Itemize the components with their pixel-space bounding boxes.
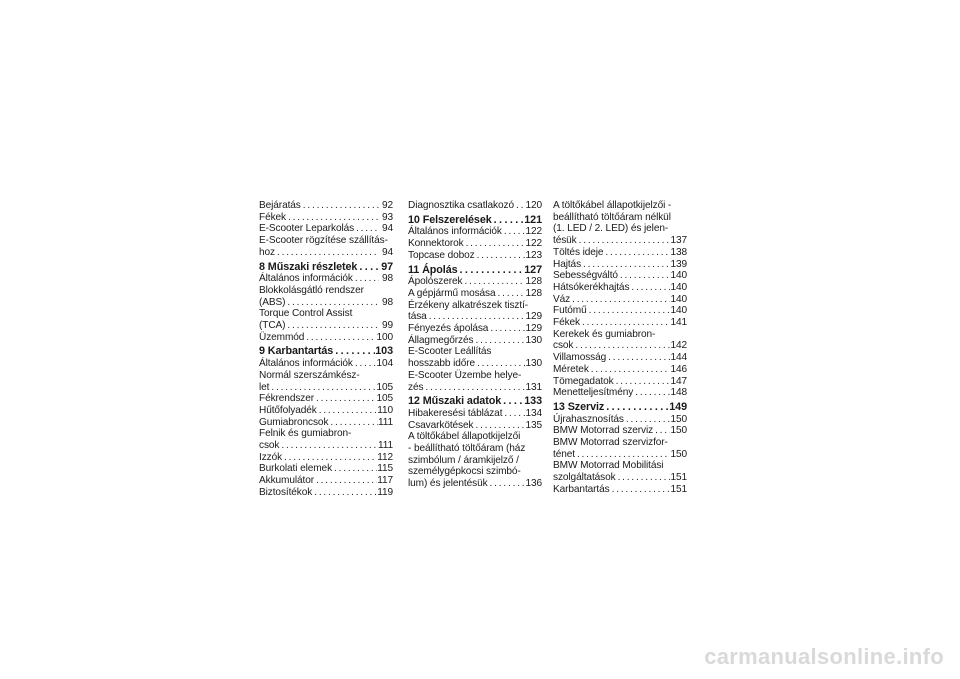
dot-leader [587,305,671,317]
page-number: 98 [381,273,393,285]
dot-leader [285,320,379,332]
page-number: 98 [381,296,393,308]
toc-entry-text: Bejáratás [259,200,301,211]
toc-entry-text: Torque Control Assist [259,308,353,320]
dot-leader [286,212,379,224]
toc-entry[interactable] [408,370,542,393]
toc-entry[interactable] [259,223,393,235]
page-number: 129 [525,311,542,323]
page-number: 128 [525,287,542,299]
page-number: 120 [525,200,542,211]
toc-entry-text: csok [553,340,574,352]
toc-column-1 [259,200,393,499]
toc-entry[interactable] [259,370,393,393]
dot-leader [301,200,379,212]
dot-leader [570,294,670,306]
toc-entry[interactable] [259,200,393,212]
toc-entry-text: - beállítható töltőáram (ház [408,443,526,455]
toc-entry-text: BMW Motorrad szervizfor- [553,437,668,449]
page-number: 117 [377,475,393,487]
page-number: 105 [376,393,393,405]
dot-leader [458,265,525,277]
toc-entry-text: Üzemmód [259,331,305,343]
dot-leader [354,223,379,235]
toc-entry-text: zés [408,381,424,393]
toc-entry-text: E-Scooter Üzembe helye- [408,369,522,381]
toc-entry[interactable] [259,463,393,475]
page-number: 149 [669,400,687,413]
page-number: 134 [525,407,542,419]
page-number: 137 [670,235,687,247]
page-number: 99 [381,320,393,332]
page-number: 150 [670,425,687,437]
toc-entry-text: (ABS) [259,296,286,308]
toc-entry-text: A töltőkábel állapotkijelzői [408,431,521,443]
toc-entry-text: Villamosság [553,352,607,364]
dot-leader [488,323,525,335]
page-number: 146 [670,363,687,375]
toc-entry[interactable] [553,305,687,317]
toc-entry-text: let [259,381,270,393]
toc-entry-text: Töltés ideje [553,246,604,258]
toc-entry-text: csok [259,440,280,452]
page-number: 100 [376,331,393,343]
toc-entry[interactable] [408,238,542,250]
dot-leader [492,215,525,227]
page-number: 105 [376,381,393,393]
toc-entry[interactable] [259,475,393,487]
page-number: 129 [525,323,542,335]
page-number: 151 [670,483,687,495]
toc-entry-text: Általános információk [259,273,353,285]
page-number: 110 [377,404,393,416]
toc-entry-text: Állagmegőrzés [408,334,474,346]
page-number: 97 [381,260,393,273]
toc-entry[interactable] [259,285,393,308]
toc-entry-text: Hajtás [553,258,582,270]
page-number: 115 [377,463,393,475]
page-number: 94 [381,246,393,258]
toc-entry[interactable] [408,300,542,323]
toc-entry[interactable] [408,226,542,238]
toc-entry[interactable] [553,352,687,364]
toc-entry-text: ténet [553,448,575,460]
toc-entry[interactable] [553,364,687,376]
dot-leader [357,262,379,274]
page-number: 147 [670,375,687,387]
dot-leader [282,452,377,464]
page-number: 111 [377,416,393,428]
toc-entry[interactable] [408,200,542,212]
page-number: 142 [670,340,687,352]
dot-leader [575,449,671,461]
watermark: carmanualsonline.info [704,644,944,669]
toc-entry-text: szimbólum / áramkijelző / [408,454,519,466]
toc-entry-text: Fékrendszer [259,393,314,405]
toc-entry-text: hosszabb időre [408,358,476,370]
toc-entry-text: Felnik és gumiabron- [259,428,352,440]
page-number: 104 [376,358,393,370]
toc-entry[interactable] [553,294,687,306]
toc-entry[interactable] [553,425,687,437]
toc-entry[interactable] [259,235,393,258]
toc-entry[interactable] [259,212,393,224]
dot-leader [314,475,377,487]
page-number: 122 [525,238,542,250]
page-number: 130 [525,358,542,370]
page-number: 140 [670,270,687,282]
page-number: 123 [525,249,542,261]
toc-entry-text: hoz [259,246,275,258]
dot-leader [606,352,670,364]
toc-chapter-heading[interactable] [259,346,393,358]
toc-entry-text: Hűtőfolyadék [259,404,317,416]
toc-entry-text: Akkumulátor [259,475,314,487]
toc-entry[interactable] [553,270,687,282]
dot-leader [464,238,526,250]
toc-entry-text: Általános információk [408,226,502,238]
toc-entry-text: Menetteljesítmény [553,387,634,399]
dot-leader [581,259,670,271]
toc-chapter-heading[interactable] [259,262,393,274]
toc-entry[interactable] [553,259,687,271]
toc-entry-text: Burkolati elemek [259,463,333,475]
page-number: 136 [525,478,542,490]
dot-leader [475,358,525,370]
toc-entry-text: Fékek [553,317,580,329]
toc-entry[interactable] [408,323,542,335]
toc-entry[interactable] [553,317,687,329]
page-number: 150 [670,413,687,425]
dot-leader [285,297,379,309]
toc-entry-text: Újrahasznosítás [553,413,624,425]
toc-entry-text: Diagnosztika csatlakozó [408,200,514,211]
toc-entry-text: Méretek [553,363,589,375]
toc-entry[interactable] [408,276,542,288]
toc-entry[interactable] [259,393,393,405]
toc-entry[interactable] [553,387,687,399]
dot-leader [304,332,376,344]
page-number: 128 [525,276,542,288]
toc-entry[interactable] [408,431,542,490]
toc-entry[interactable] [553,414,687,426]
page-number: 140 [670,281,687,293]
dot-leader [279,440,378,452]
dot-leader [475,250,526,262]
toc-chapter-heading[interactable] [408,265,542,277]
toc-entry-text: Fékek [259,211,286,223]
page-number: 127 [524,263,542,276]
dot-leader [353,358,377,370]
chapter-title: 10 Felszerelések [408,213,492,226]
toc-entry[interactable] [408,408,542,420]
page-number: 122 [525,226,542,238]
toc-entry[interactable] [259,487,393,499]
toc-entry[interactable] [259,428,393,451]
toc-entry[interactable] [408,335,542,347]
toc-entry[interactable] [408,250,542,262]
toc-entry-text: BMW Motorrad szerviz [553,425,654,437]
toc-entry-text: Hibakeresési táblázat [408,407,503,419]
toc-entry-text: Tömegadatok [553,375,614,387]
toc-entry[interactable] [553,460,687,483]
dot-leader [603,247,670,259]
toc-entry[interactable] [259,405,393,417]
toc-entry-text: Karbantartás [553,483,610,495]
dot-leader [423,382,525,394]
dot-leader [610,484,671,496]
toc-entry-text: Csavarkötések [408,419,474,431]
page-number: 119 [377,486,393,498]
dot-leader [501,396,524,408]
dot-leader [604,402,669,414]
dot-leader [633,387,670,399]
page-number: 130 [525,334,542,346]
page-number: 121 [524,213,542,226]
page-number: 93 [381,211,393,223]
toc-entry-text: Konnektorok [408,238,464,250]
toc-entry-text: (1. LED / 2. LED) és jelen- [553,223,669,235]
dot-leader [589,364,671,376]
toc-entry-text: tésük [553,235,577,247]
page-number: 140 [670,293,687,305]
dot-leader [614,376,671,388]
page-number: 111 [377,440,393,452]
dot-leader [502,408,525,420]
dot-leader [314,393,376,405]
dot-leader [502,226,526,238]
page-number: 141 [670,317,687,329]
toc-chapter-heading[interactable] [408,396,542,408]
dot-leader [328,417,378,429]
page-number: 140 [670,305,687,317]
dot-leader [488,478,526,490]
dot-leader [653,425,670,437]
page-number: 92 [381,200,393,211]
toc-entry-text: Kerekek és gumiabron- [553,328,656,340]
page-number: 151 [670,472,687,484]
dot-leader [616,472,671,484]
dot-leader [332,463,377,475]
toc-entry-text: Hátsókerékhajtás [553,281,630,293]
toc-entry[interactable] [259,273,393,285]
toc-entry-text: beállítható töltőáram nélkül [553,211,671,223]
dot-leader [618,270,671,282]
toc-entry-text: tása [408,311,427,323]
toc-entry-text: (TCA) [259,320,286,332]
dot-leader [573,340,670,352]
dot-leader [427,311,526,323]
toc-entry[interactable] [259,452,393,464]
toc-entry-text: Topcase doboz [408,249,475,261]
dot-leader [462,276,525,288]
toc-entry-text: Futómű [553,305,587,317]
toc-entry[interactable] [553,247,687,259]
toc-entry[interactable] [553,484,687,496]
toc-entry-text: Érzékeny alkatrészek tisztí- [408,299,529,311]
dot-leader [473,420,525,432]
toc-entry[interactable] [259,308,393,331]
page-number: 94 [381,223,393,235]
page-number: 148 [670,387,687,399]
toc-entry-text: BMW Motorrad Mobilitási [553,460,664,472]
toc-entry-text: Váz [553,293,571,305]
chapter-title: 8 Műszaki részletek [259,260,358,273]
toc-entry-text: lum) és jelentésük [408,478,488,490]
dot-leader [496,288,526,300]
toc-column-3 [553,200,687,496]
page-number: 133 [524,395,542,408]
dot-leader [269,382,376,394]
toc-chapter-heading[interactable] [553,402,687,414]
toc-entry-text: Blokkolásgátló rendszer [259,284,364,296]
toc-entry-text: A töltőkábel állapotkijelzői - [553,200,672,211]
toc-entry-text: A gépjármű mosása [408,287,496,299]
toc-entry[interactable] [259,358,393,370]
toc-entry-text: Izzók [259,451,283,463]
toc-entry[interactable] [408,346,542,369]
page-number: 131 [525,381,542,393]
dot-leader [333,346,375,358]
chapter-title: 9 Karbantartás [259,345,334,358]
toc-entry[interactable] [553,282,687,294]
chapter-title: 11 Ápolás [408,263,458,276]
dot-leader [312,487,377,499]
page-number: 139 [670,258,687,270]
toc-entry-text: Általános információk [259,358,353,370]
chapter-title: 12 Műszaki adatok [408,395,502,408]
toc-entry-text: E-Scooter rögzítése szállítás- [259,235,388,247]
dot-leader [514,200,525,212]
toc-entry-text: szolgáltatások [553,472,616,484]
page-number: 135 [525,419,542,431]
dot-leader [629,282,670,294]
dot-leader [624,414,671,426]
page-number: 144 [670,352,687,364]
dot-leader [580,317,670,329]
toc-entry[interactable] [553,329,687,352]
toc-entry-text: Sebességváltó [553,270,618,282]
toc-entry[interactable] [553,200,687,247]
toc-entry-text: Fényezés ápolása [408,323,489,335]
toc-entry[interactable] [408,420,542,432]
toc-entry[interactable] [259,332,393,344]
toc-column-2 [408,200,542,490]
dot-leader [317,405,377,417]
toc-entry-text: Biztosítékok [259,486,313,498]
toc-entry-text: személygépkocsi szimbó- [408,466,521,478]
toc-entry[interactable] [408,288,542,300]
page-number: 150 [670,448,687,460]
toc-entry-text: Gumiabroncsok [259,416,329,428]
page-number: 103 [375,345,393,358]
chapter-title: 13 Szerviz [553,400,605,413]
page-number: 138 [670,246,687,258]
dot-leader [473,335,525,347]
toc-entry-text: E-Scooter Leparkolás [259,223,355,235]
toc-entry-text: E-Scooter Leállítás [408,346,492,358]
dot-leader [275,247,379,259]
page-number: 112 [377,451,393,463]
dot-leader [353,273,379,285]
toc-entry[interactable] [259,417,393,429]
toc-entry-text: Normál szerszámkész- [259,369,360,381]
dot-leader [577,235,671,247]
toc-entry[interactable] [553,437,687,460]
toc-entry[interactable] [553,376,687,388]
toc-entry-text: Ápolószerek [408,276,463,288]
toc-chapter-heading[interactable] [408,215,542,227]
